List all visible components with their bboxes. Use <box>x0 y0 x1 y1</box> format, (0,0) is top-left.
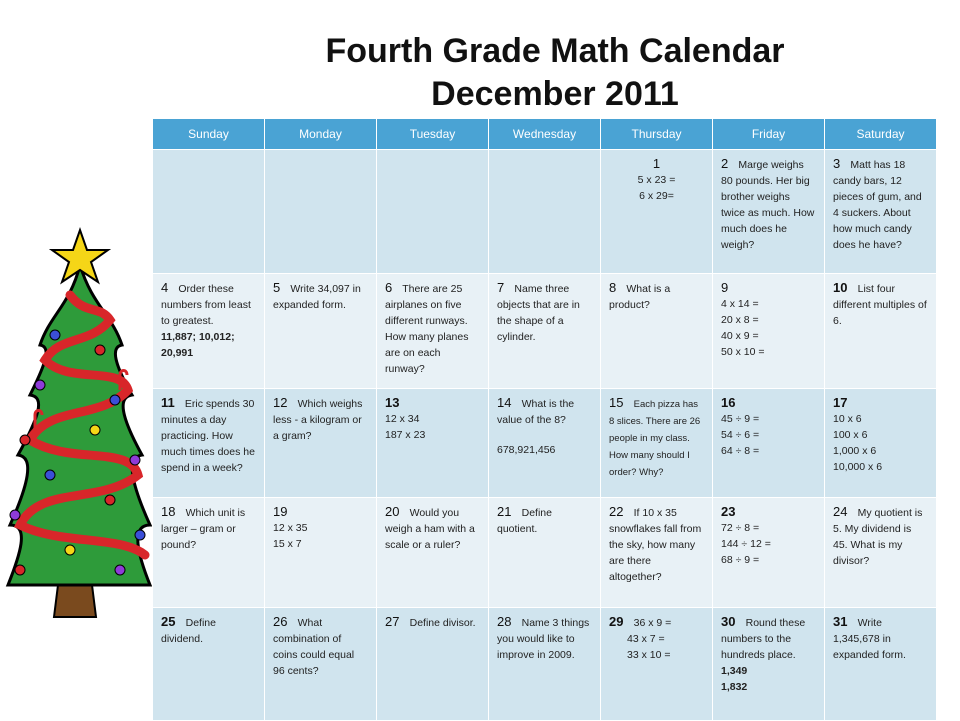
day-cell-24 <box>825 498 937 608</box>
day-number: 24 <box>833 504 855 519</box>
calendar-table <box>152 118 937 721</box>
title-line-1: Fourth Grade Math Calendar <box>325 32 785 70</box>
problem-text: What is a product? <box>609 283 671 311</box>
problem-number: 678,921,456 <box>497 444 556 456</box>
day-number: 11 <box>161 395 182 410</box>
problem-line: 72 ÷ 8 = <box>721 522 760 534</box>
day-number: 25 <box>161 614 183 629</box>
weekday-monday: Monday <box>265 119 377 150</box>
problem-line: 40 x 9 = <box>721 330 759 342</box>
day-cell-17 <box>825 389 937 498</box>
day-cell-16 <box>713 389 825 498</box>
day-cell-26 <box>265 608 377 721</box>
problem-line: 33 x 10 = <box>627 649 671 661</box>
problem-text: What combination of coins could equal 96 cents? <box>273 617 355 677</box>
day-number: 29 <box>609 614 631 629</box>
week-row <box>153 389 937 498</box>
day-number: 12 <box>273 395 295 410</box>
problem-text: List four different multiples of 6. <box>833 283 927 327</box>
problem-text: Would you weigh a ham with a scale or a ruler? <box>385 507 475 551</box>
problem-number: 1,349 <box>721 665 748 677</box>
problem-text: Name 3 things you would like to improve in 2009. <box>497 617 590 661</box>
weekday-sunday: Sunday <box>153 119 265 150</box>
problem-number: 1,832 <box>721 681 748 693</box>
day-cell-3 <box>825 150 937 274</box>
title-line-2: December 2011 <box>431 75 679 113</box>
problem-line: 64 ÷ 8 = <box>721 445 760 457</box>
day-number: 4 <box>161 280 176 295</box>
day-cell-9 <box>713 274 825 389</box>
day-number: 22 <box>609 504 631 519</box>
day-cell-13 <box>377 389 489 498</box>
day-cell-8 <box>601 274 713 389</box>
weekday-tuesday: Tuesday <box>377 119 489 150</box>
problem-text: Each pizza has 8 slices. There are 26 people in my class. How many should I order? Why? <box>609 399 701 478</box>
problem-text: Write 1,345,678 in expanded form. <box>833 617 906 661</box>
problem-text: Which unit is larger – gram or pound? <box>161 507 246 551</box>
day-number: 21 <box>497 504 519 519</box>
problem-text: Matt has 18 candy bars, 12 pieces of gum, and 4 suckers. About how much candy does he have? <box>833 159 922 251</box>
weekday-wednesday: Wednesday <box>489 119 601 150</box>
problem-line: 4 x 14 = <box>721 298 759 310</box>
empty-cell <box>489 150 601 274</box>
day-number: 19 <box>273 504 288 519</box>
problem-numbers: 11,887; 10,012; 20,991 <box>161 331 235 359</box>
problem-text: Marge weighs 80 pounds. Her big brother weighs twice as much. How much does he weigh? <box>721 159 815 251</box>
day-cell-22 <box>601 498 713 608</box>
day-number: 3 <box>833 156 848 171</box>
day-number: 26 <box>273 614 295 629</box>
problem-text: Eric spends 30 minutes a day practicing. How much times does he spend in a week? <box>161 398 255 474</box>
day-cell-5 <box>265 274 377 389</box>
problem-line: 12 x 34 <box>385 413 420 425</box>
day-number: 8 <box>609 280 624 295</box>
day-cell-15 <box>601 389 713 498</box>
problem-line: 100 x 6 <box>833 429 868 441</box>
week-row <box>153 608 937 721</box>
day-cell-2 <box>713 150 825 274</box>
day-number: 9 <box>721 280 729 295</box>
week-row <box>153 274 937 389</box>
day-number: 2 <box>721 156 736 171</box>
problem-line: 50 x 10 = <box>721 346 765 358</box>
day-number: 20 <box>385 504 407 519</box>
problem-text: Name three objects that are in the shape of a cylinder. <box>497 283 580 343</box>
day-number: 17 <box>833 395 848 410</box>
problem-text: Round these numbers to the hundreds place. <box>721 617 806 661</box>
problem-line: 6 x 29= <box>639 190 674 202</box>
day-number: 6 <box>385 280 400 295</box>
problem-text: What is the value of the 8? <box>497 398 575 426</box>
problem-text: Define quotient. <box>497 507 552 535</box>
problem-text: Order these numbers from least to greatest. <box>161 283 251 327</box>
day-cell-27 <box>377 608 489 721</box>
day-number: 14 <box>497 395 519 410</box>
day-cell-30 <box>713 608 825 721</box>
day-cell-18 <box>153 498 265 608</box>
christmas-tree-icon <box>0 225 160 625</box>
problem-line: 5 x 23 = <box>637 174 676 186</box>
day-number: 23 <box>721 504 736 519</box>
day-cell-23 <box>713 498 825 608</box>
problem-text: Define divisor. <box>409 617 476 629</box>
problem-line: 36 x 9 = <box>633 617 672 629</box>
empty-cell <box>265 150 377 274</box>
weekday-friday: Friday <box>713 119 825 150</box>
empty-cell <box>153 150 265 274</box>
day-cell-11 <box>153 389 265 498</box>
problem-line: 68 ÷ 9 = <box>721 554 760 566</box>
day-cell-21 <box>489 498 601 608</box>
problem-line: 20 x 8 = <box>721 314 759 326</box>
problem-line: 187 x 23 <box>385 429 426 441</box>
problem-text: There are 25 airplanes on five different runways. How many planes are on each runway? <box>385 283 469 375</box>
day-cell-31 <box>825 608 937 721</box>
day-number: 27 <box>385 614 407 629</box>
day-cell-6 <box>377 274 489 389</box>
problem-line: 1,000 x 6 <box>833 445 877 457</box>
day-number: 13 <box>385 395 400 410</box>
weekday-thursday: Thursday <box>601 119 713 150</box>
page-title <box>150 30 960 116</box>
day-cell-10 <box>825 274 937 389</box>
day-number: 31 <box>833 614 855 629</box>
day-cell-12 <box>265 389 377 498</box>
day-cell-19 <box>265 498 377 608</box>
day-number: 5 <box>273 280 288 295</box>
problem-line: 144 ÷ 12 = <box>721 538 771 550</box>
day-number: 15 <box>609 395 631 410</box>
problem-text: Which weighs less - a kilogram or a gram? <box>273 398 363 442</box>
problem-text: Write 34,097 in expanded form. <box>273 283 361 311</box>
problem-line: 10 x 6 <box>833 413 862 425</box>
problem-text: Define dividend. <box>161 617 216 645</box>
problem-line: 54 ÷ 6 = <box>721 429 760 441</box>
day-cell-7 <box>489 274 601 389</box>
day-number: 28 <box>497 614 519 629</box>
day-cell-14 <box>489 389 601 498</box>
problem-text: My quotient is 5. My dividend is 45. What is my divisor? <box>833 507 923 567</box>
day-cell-25 <box>153 608 265 721</box>
day-number: 7 <box>497 280 512 295</box>
weekday-saturday: Saturday <box>825 119 937 150</box>
day-number: 30 <box>721 614 743 629</box>
week-row <box>153 498 937 608</box>
day-number: 18 <box>161 504 183 519</box>
day-cell-28 <box>489 608 601 721</box>
problem-line: 10,000 x 6 <box>833 461 883 473</box>
problem-line: 15 x 7 <box>273 538 302 550</box>
problem-line: 43 x 7 = <box>627 633 665 645</box>
problem-text: If 10 x 35 snowflakes fall from the sky, how many are there altogether? <box>609 507 702 583</box>
day-number: 10 <box>833 280 855 295</box>
day-cell-4 <box>153 274 265 389</box>
empty-cell <box>377 150 489 274</box>
day-cell-20 <box>377 498 489 608</box>
day-cell-29 <box>601 608 713 721</box>
day-number: 1 <box>652 156 661 171</box>
day-number: 16 <box>721 395 736 410</box>
problem-line: 45 ÷ 9 = <box>721 413 760 425</box>
week-row <box>153 150 937 274</box>
day-cell-1 <box>601 150 713 274</box>
weekday-header-row <box>153 119 937 150</box>
problem-line: 12 x 35 <box>273 522 308 534</box>
